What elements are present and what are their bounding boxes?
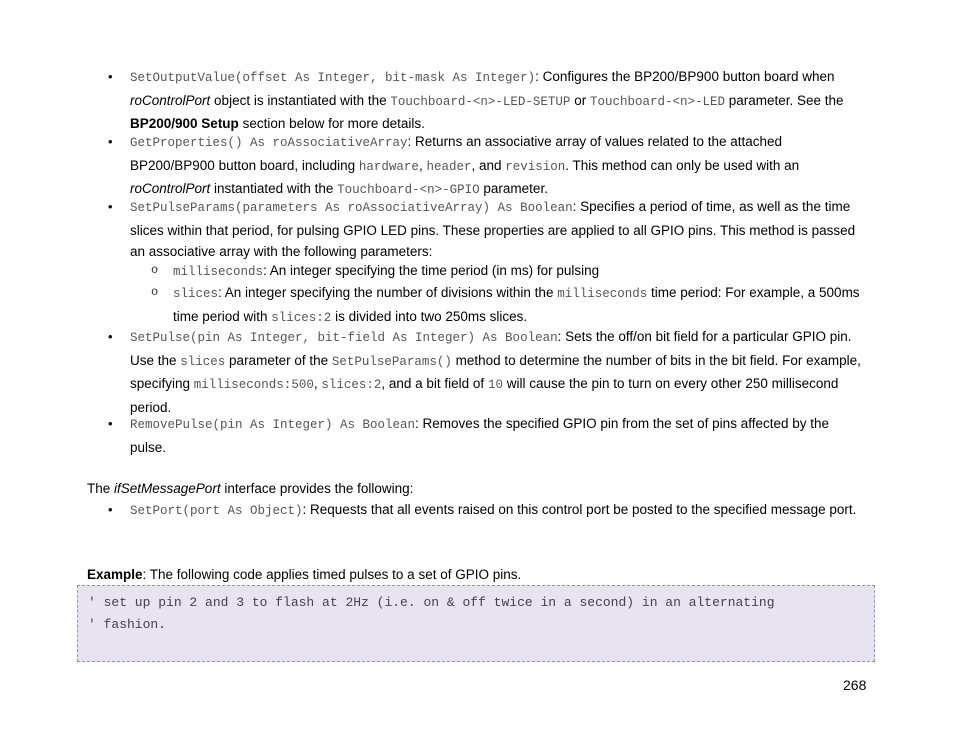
method-desc-text: ,: [418, 157, 427, 173]
param-name: slices: [173, 287, 219, 301]
example-paragraph: [87, 564, 521, 585]
method-signature: SetOutputValue(offset As Integer, bit-mask As Integer): [130, 71, 536, 85]
method-desc-text: : Sets the off/on bit field for a particular GPIO pin. Use the: [130, 329, 852, 368]
paragraph-text: interface provides the following:: [220, 481, 414, 496]
method-item-setport: [108, 499, 868, 523]
method-signature: SetPulseParams(parameters As roAssociativeArray) As Boolean: [130, 201, 573, 215]
method-desc-text: method to determine the number of bits in the bit field. For example, specifying: [130, 352, 861, 392]
paragraph-text: The: [87, 481, 115, 496]
method-desc-text: instantiated with the: [210, 181, 338, 197]
parameter-code: Touchboard-<n>-LED-SETUP: [390, 94, 571, 109]
bullet-glyph: •: [108, 134, 113, 149]
method-item-setpulse: [108, 326, 868, 419]
param-item-slices: [151, 282, 873, 329]
object-name: roControlPort: [130, 92, 211, 108]
object-name: roControlPort: [130, 181, 211, 197]
method-signature: RemovePulse(pin As Integer) As Boolean: [130, 418, 416, 432]
param-item-milliseconds: [151, 260, 873, 284]
bullet-glyph: •: [108, 329, 113, 344]
method-item-removepulse: [108, 413, 868, 458]
property-code: revision: [505, 159, 566, 174]
method-desc-text: : Removes the specified GPIO pin from the set of pins affected by the pulse.: [130, 416, 830, 455]
property-code: header: [426, 159, 472, 174]
section-reference: BP200/900 Setup: [130, 116, 239, 132]
method-desc-text: parameter of the: [225, 352, 332, 368]
bullet-glyph: •: [108, 416, 113, 431]
property-code: hardware: [358, 159, 419, 174]
param-code: slices:2: [321, 378, 382, 393]
bullet-glyph: •: [108, 502, 113, 517]
method-desc-text: parameter.: [479, 181, 548, 197]
method-desc-text: or: [570, 92, 590, 108]
parameter-code: Touchboard-<n>-GPIO: [337, 183, 480, 198]
interface-paragraph: [87, 478, 413, 499]
method-desc-text: . This method can only be used with an: [565, 157, 800, 173]
param-desc-text: : An integer specifying the number of divisions within the: [218, 285, 558, 300]
code-block: [77, 585, 875, 662]
method-desc-text: , and a bit field of: [381, 376, 488, 392]
bullet-glyph: •: [108, 199, 113, 214]
param-code: slices:2: [271, 310, 332, 325]
interface-name: ifSetMessagePort: [114, 481, 221, 496]
code-line: ' fashion.: [88, 617, 167, 632]
method-desc-text: : Configures the BP200/BP900 button board when: [535, 69, 835, 84]
method-desc-text: : Returns an associative array of values related to the attached BP200/BP900 button board, including: [130, 134, 783, 173]
page-number: 268: [843, 677, 867, 693]
method-desc-text: section below for more details.: [238, 116, 425, 132]
method-desc-text: parameter. See the: [724, 92, 844, 108]
method-item-setoutputvalue: [108, 66, 868, 135]
method-desc-text: will cause the pin to turn on every other 250 millisecond period.: [130, 376, 839, 416]
method-desc-text: : Requests that all events raised on this control port be posted to the specified message port.: [302, 502, 857, 517]
param-code: 10: [487, 378, 503, 393]
param-code: slices: [180, 354, 226, 369]
param-code: milliseconds: [557, 287, 648, 301]
param-code: milliseconds:500: [193, 378, 314, 393]
sub-bullet-glyph: o: [151, 263, 159, 277]
sub-bullet-glyph: o: [151, 285, 159, 299]
method-item-getproperties: [108, 131, 868, 202]
param-desc-text: is divided into two 250ms slices.: [331, 308, 528, 324]
param-name: milliseconds: [173, 265, 264, 279]
method-desc-text: object is instantiated with the: [210, 92, 391, 108]
method-item-setpulseparams: [108, 196, 868, 263]
param-code: SetPulseParams(): [331, 354, 452, 369]
method-desc-text: : Specifies a period of time, as well as the time slices within that period, for pulsing GPIO LED pins. These properties are applied to all GPIO pins. This method is passed an associative array with the following parameters:: [130, 199, 856, 260]
parameter-code: Touchboard-<n>-LED: [589, 94, 725, 109]
example-label: Example: [87, 567, 143, 582]
method-signature: GetProperties() As roAssociativeArray: [130, 136, 408, 150]
param-desc-text: : An integer specifying the time period (in ms) for pulsing: [263, 263, 600, 278]
code-line: ' set up pin 2 and 3 to flash at 2Hz (i.e. on & off twice in a second) in an alternating: [88, 595, 775, 610]
bullet-glyph: •: [108, 69, 113, 84]
method-signature: SetPort(port As Object): [130, 504, 303, 518]
param-desc-text: time period: For example, a 500ms time period with: [173, 285, 860, 324]
method-desc-text: ,: [313, 376, 322, 392]
example-text: : The following code applies timed pulses to a set of GPIO pins.: [142, 567, 522, 582]
method-desc-text: , and: [471, 157, 506, 173]
method-signature: SetPulse(pin As Integer, bit-field As Integer) As Boolean: [130, 331, 558, 345]
